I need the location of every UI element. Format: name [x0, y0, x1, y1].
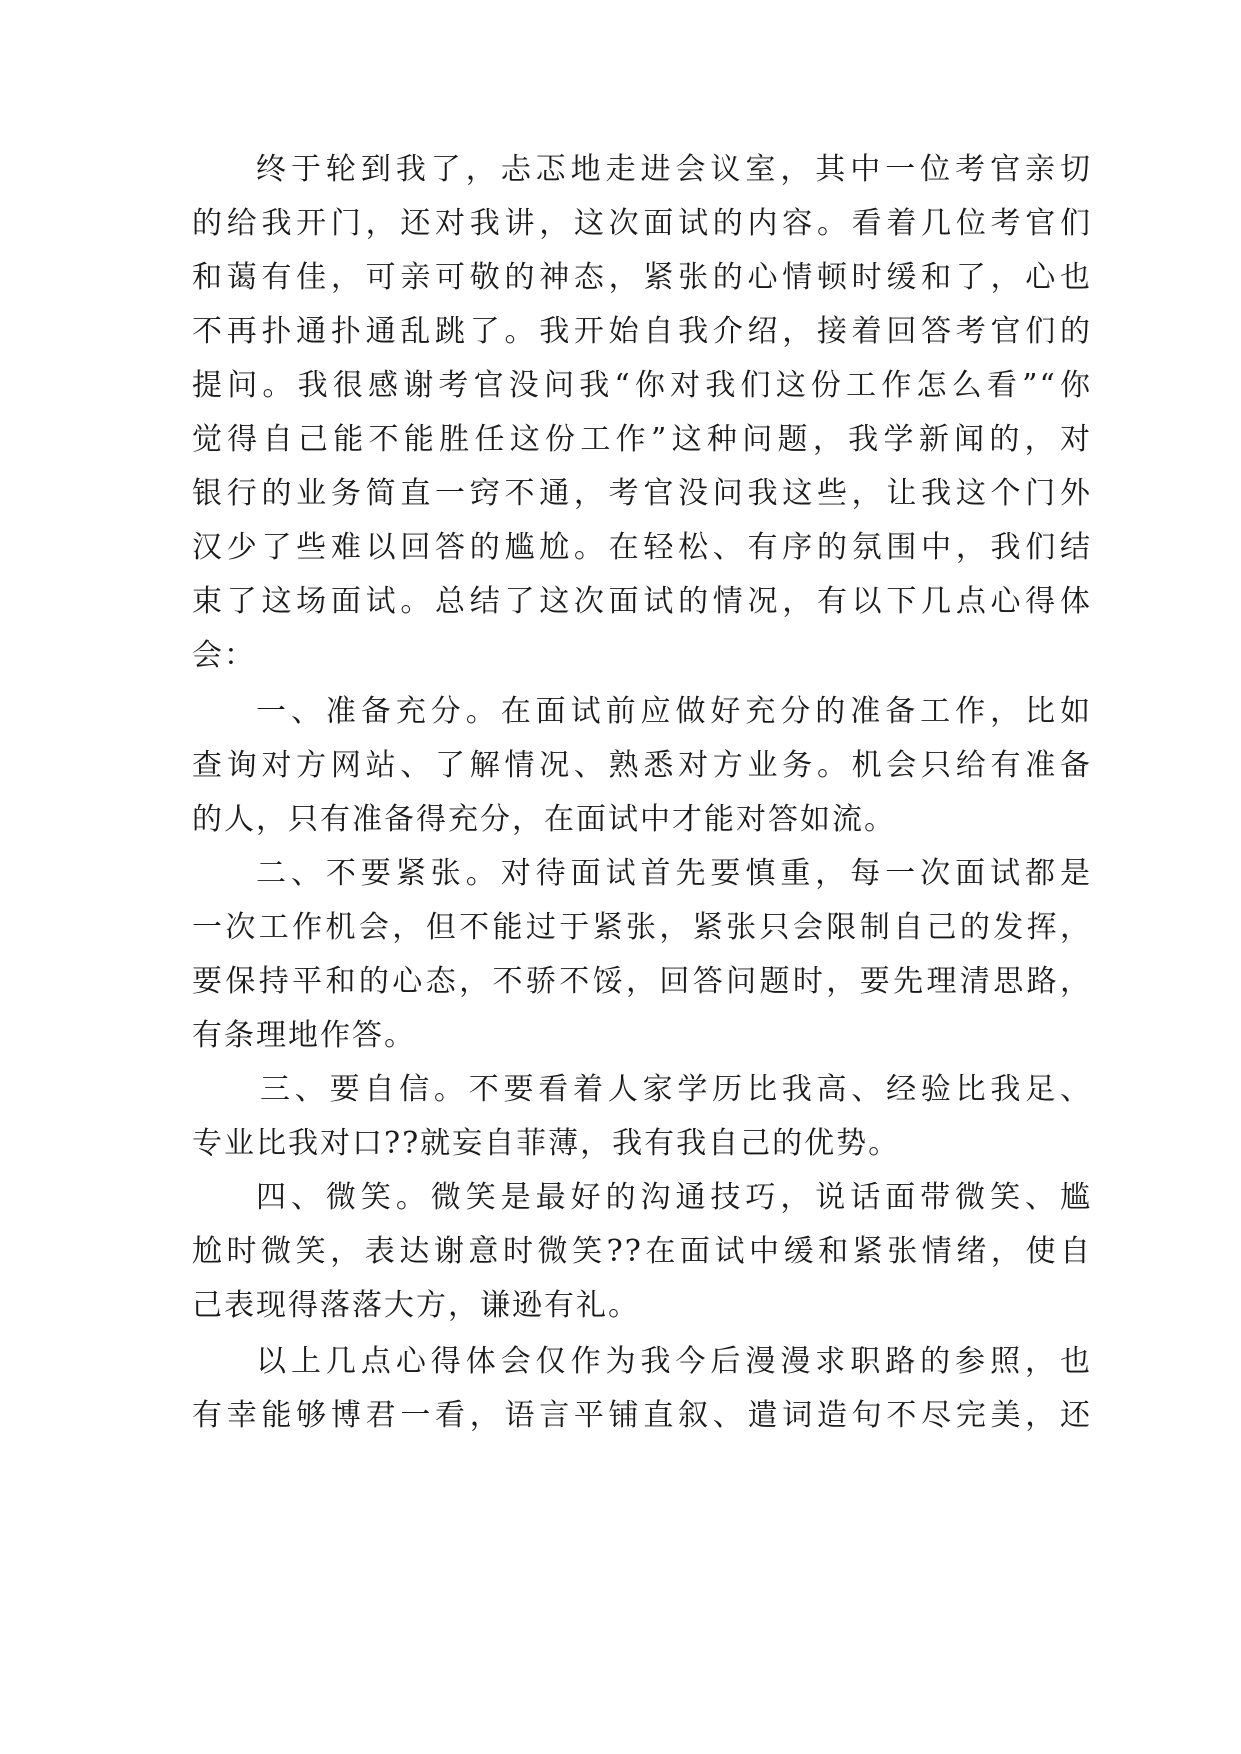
paragraph-line: 要保持平和的心态，不骄不馁，回答问题时，要先理清思路， — [192, 964, 1092, 999]
paragraph-line: 四、微笑。微笑是最好的沟通技巧，说话面带微笑、尴 — [256, 1180, 1092, 1215]
paragraph-line: 专业比我对口??就妄自菲薄，我有我自己的优势。 — [192, 1126, 901, 1161]
paragraph-line: 以上几点心得体会仅作为我今后漫漫求职路的参照，也 — [256, 1344, 1092, 1379]
paragraph-line: 不再扑通扑通乱跳了。我开始自我介绍，接着回答考官们的 — [192, 314, 1092, 349]
paragraph-line: 觉得自己能不能胜任这份工作”这种问题，我学新闻的，对 — [192, 422, 1092, 457]
paragraph-line: 和蔼有佳，可亲可敬的神态，紧张的心情顿时缓和了，心也 — [192, 260, 1092, 295]
paragraph-line: 的人，只有准备得充分，在面试中才能对答如流。 — [192, 802, 896, 837]
paragraph-line: 汉少了些难以回答的尴尬。在轻松、有序的氛围中，我们结 — [192, 530, 1092, 565]
paragraph-line: 提问。我很感谢考官没问我“你对我们这份工作怎么看”“你 — [192, 368, 1092, 403]
paragraph-line: 三、要自信。不要看着人家学历比我高、经验比我足、 — [260, 1072, 1092, 1107]
paragraph-line: 有幸能够博君一看，语言平铺直叙、遣词造句不尽完美，还 — [192, 1398, 1092, 1433]
paragraph-line: 银行的业务简直一窍不通，考官没问我这些，让我这个门外 — [192, 476, 1092, 511]
paragraph-line: 尬时微笑，表达谢意时微笑??在面试中缓和紧张情绪，使自 — [192, 1234, 1092, 1269]
paragraph-line: 终于轮到我了，忐忑地走进会议室，其中一位考官亲切 — [256, 152, 1092, 187]
paragraph-line: 的给我开门，还对我讲，这次面试的内容。看着几位考官们 — [192, 206, 1092, 241]
paragraph-line: 有条理地作答。 — [192, 1018, 416, 1053]
paragraph-line: 会： — [192, 638, 256, 673]
paragraph-line: 束了这场面试。总结了这次面试的情况，有以下几点心得体 — [192, 584, 1092, 619]
paragraph-line: 二、不要紧张。对待面试首先要慎重，每一次面试都是 — [256, 856, 1092, 891]
paragraph-line: 查询对方网站、了解情况、熟悉对方业务。机会只给有准备 — [192, 748, 1092, 783]
paragraph-line: 己表现得落落大方，谦逊有礼。 — [192, 1288, 640, 1323]
paragraph-line: 一次工作机会，但不能过于紧张，紧张只会限制自己的发挥， — [192, 910, 1092, 945]
paragraph-line: 一、准备充分。在面试前应做好充分的准备工作，比如 — [256, 694, 1092, 729]
